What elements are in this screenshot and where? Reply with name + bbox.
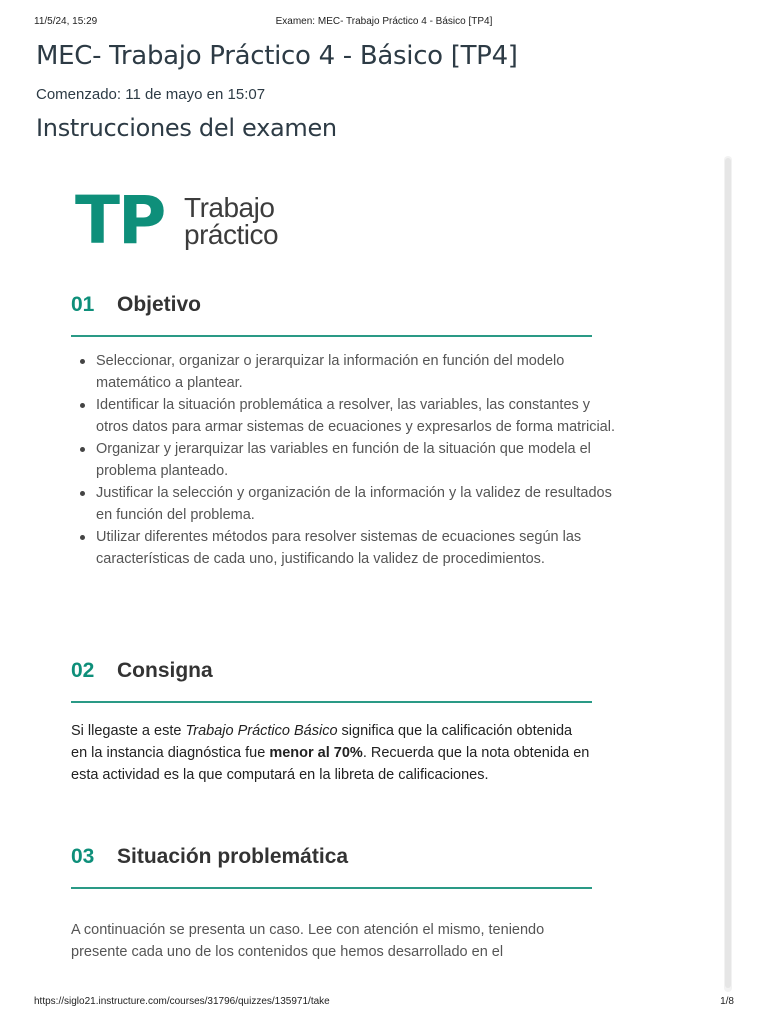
consigna-emphasis: Trabajo Práctico Básico bbox=[185, 723, 338, 739]
list-item: Utilizar diferentes métodos para resolver sistemas de ecuaciones según las características de cada uno, justificando la validez de procedimientos. bbox=[96, 526, 617, 570]
print-url: https://siglo21.instructure.com/courses/31796/quizzes/135971/take bbox=[34, 996, 330, 1007]
section-divider bbox=[71, 887, 592, 889]
tp-logo-word-line1: Trabajo bbox=[184, 192, 275, 223]
section-objetivo bbox=[71, 293, 592, 341]
section-number: 01 bbox=[71, 293, 95, 316]
print-document-title: Examen: MEC- Trabajo Práctico 4 - Básico [TP4] bbox=[275, 16, 493, 27]
started-timestamp: Comenzado: 11 de mayo en 15:07 bbox=[36, 86, 266, 103]
section-number: 03 bbox=[71, 845, 95, 868]
tp-logo-word-line2: práctico bbox=[184, 219, 279, 250]
section-situacion bbox=[71, 845, 592, 893]
objectives-list bbox=[71, 350, 617, 570]
print-footer bbox=[34, 996, 734, 1010]
tp-logo bbox=[75, 182, 295, 260]
consigna-threshold: menor al 70% bbox=[269, 745, 363, 761]
section-divider bbox=[71, 701, 592, 703]
scrollbar-thumb[interactable] bbox=[725, 158, 731, 988]
consigna-paragraph bbox=[71, 720, 592, 786]
section-title: Consigna bbox=[117, 659, 213, 682]
quiz-title: MEC- Trabajo Práctico 4 - Básico [TP4] bbox=[36, 41, 518, 71]
list-item: Seleccionar, organizar o jerarquizar la información en función del modelo matemático a plantear. bbox=[96, 350, 617, 394]
print-header bbox=[34, 16, 734, 30]
consigna-text: . Recuerda que la nota obtenida en esta actividad es la que computará en la libreta de calificaciones. bbox=[71, 745, 590, 783]
section-consigna bbox=[71, 659, 592, 707]
section-title: Situación problemática bbox=[117, 845, 349, 868]
list-item: Justificar la selección y organización de la información y la validez de resultados en función del problema. bbox=[96, 482, 617, 526]
instructions-heading: Instrucciones del examen bbox=[36, 114, 337, 142]
print-date: 11/5/24, 15:29 bbox=[34, 16, 98, 27]
consigna-text: Si llegaste a este bbox=[71, 723, 186, 739]
section-divider bbox=[71, 335, 592, 337]
consigna-text: significa que la calificación obtenida en la instancia diagnóstica fue bbox=[71, 723, 573, 761]
list-item: Identificar la situación problemática a resolver, las variables, las constantes y otros datos para armar sistemas de ecuaciones y expresarlos de forma matricial. bbox=[96, 394, 617, 438]
instructions-scrollbar[interactable] bbox=[724, 156, 732, 992]
section-number: 02 bbox=[71, 659, 95, 682]
tp-logo-letters: TP bbox=[75, 182, 165, 259]
section-title: Objetivo bbox=[117, 293, 202, 316]
situacion-paragraph: A continuación se presenta un caso. Lee con atención el mismo, teniendo presente cada uno de los contenidos que hemos desarrollado en el bbox=[71, 922, 545, 960]
list-item: Organizar y jerarquizar las variables en función de la situación que modela el problema planteado. bbox=[96, 438, 617, 482]
print-page-number: 1/8 bbox=[720, 996, 734, 1007]
